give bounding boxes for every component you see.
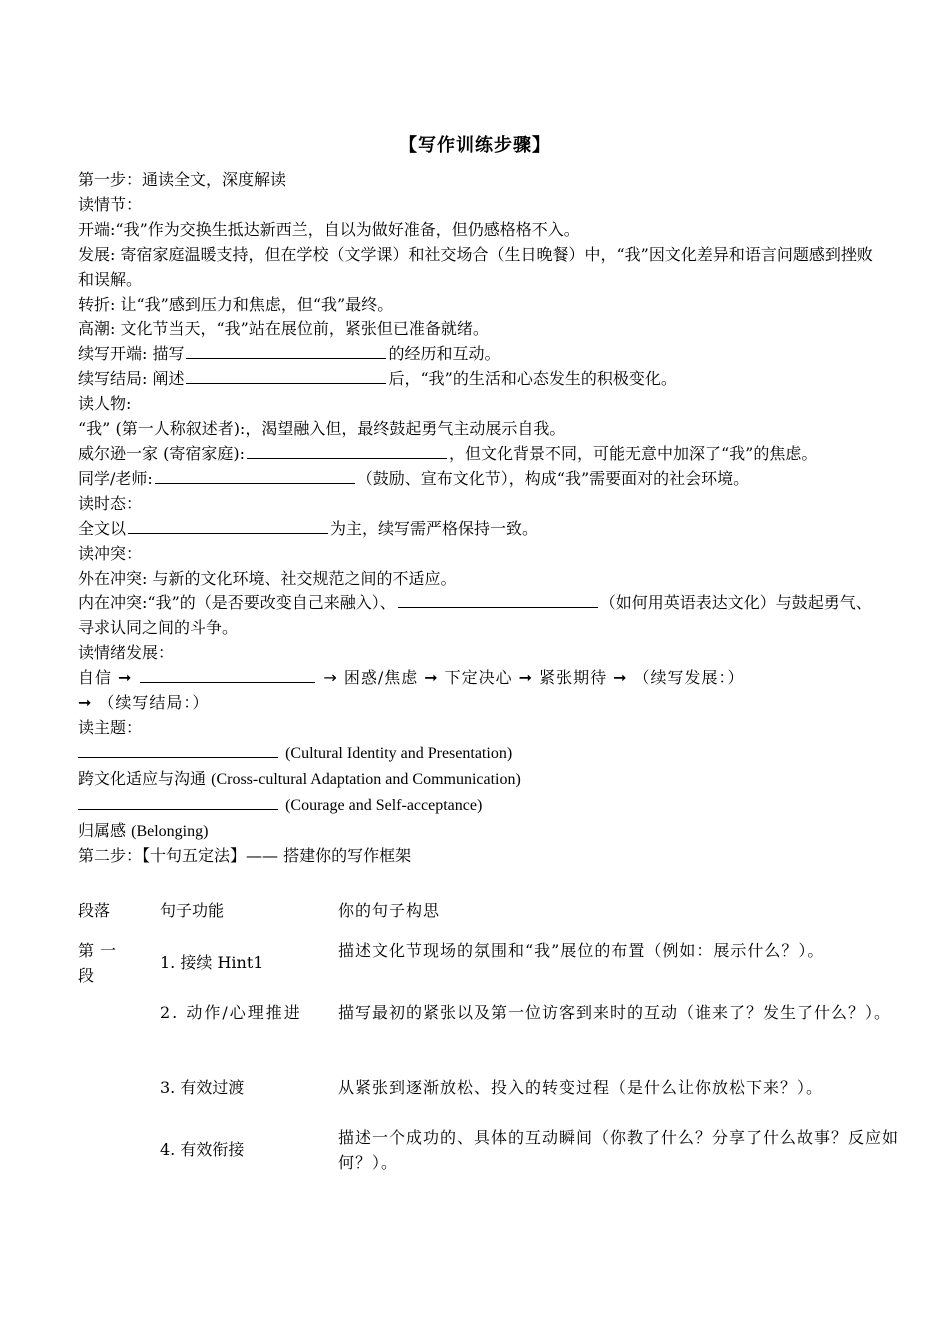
row-function: 1. 接续 Hint1 [160, 953, 264, 972]
emotion-continuation-end: （续写结局：） [98, 693, 210, 713]
table-row [78, 938, 902, 1000]
conflict-internal-label: 内在冲突:“我”的（是否要改变自己来融入）、 [78, 593, 396, 613]
fill-blank[interactable] [78, 742, 278, 758]
emotion-confident: 自信 [78, 668, 113, 688]
row-function: 3. 有效过渡 [160, 1078, 245, 1097]
theme-adaptation [78, 767, 880, 793]
row-paragraph [78, 1075, 160, 1125]
character-me: “我” (第一人称叙述者):，渴望融入但，最终鼓起勇气主动展示自我。 [78, 419, 566, 439]
table-row [78, 1125, 902, 1185]
row-idea: 描述一个成功的、具体的互动瞬间（你教了什么？分享了什么故事？反应如何？）。 [338, 1128, 900, 1172]
tense-line [78, 517, 880, 542]
step2-heading: 第二步：【十句五定法】—— 搭建你的写作框架 [78, 846, 412, 866]
analysis-section [78, 168, 880, 869]
conflict-internal-tail: （如何用英语表达文化）与鼓起勇气、寻求认同之间的斗争。 [78, 593, 872, 638]
character-classmates-tail: （鼓励、宣布文化节），构成“我”需要面对的社会环境。 [356, 468, 750, 488]
row-paragraph [78, 1125, 160, 1185]
row-paragraph [78, 1000, 160, 1075]
table-row [78, 1075, 902, 1125]
row-paragraph: 第一段 [78, 941, 123, 985]
step1-heading: 第一步：通读全文，深度解读 [78, 170, 287, 189]
fill-blank[interactable] [186, 368, 386, 384]
conflict-internal [78, 591, 880, 641]
row-function: 2. 动作/心理推进 [160, 1003, 302, 1022]
emotion-confused: 困惑/焦虑 [343, 668, 419, 688]
theme-courage [78, 793, 880, 819]
continuation-opening [78, 342, 880, 367]
theme-identity [78, 741, 880, 767]
character-family [78, 442, 880, 467]
continuation-ending-tail: 后，“我”的生活和心态发生的积极变化。 [388, 369, 677, 389]
arrow-icon: ➞ [118, 668, 133, 688]
header-idea: 你的句子构思 [338, 901, 441, 920]
fill-blank[interactable] [128, 518, 328, 534]
emotion-flow [78, 666, 880, 716]
plot-development: 发展: 寄宿家庭温暖支持，但在学校（文学课）和社交场合（生日晚餐）中，“我”因文化差异和语言问题感到挫败和误解。 [78, 244, 873, 289]
continuation-opening-label: 续写开端: 描写 [78, 344, 185, 364]
tense-tail: 为主，续写需严格保持一致。 [330, 518, 539, 538]
character-family-tail: ，但文化背景不同，可能无意中加深了“我”的焦虑。 [448, 443, 818, 463]
tense-heading: 读时态： [78, 493, 143, 513]
character-classmates-label: 同学/老师: [78, 468, 153, 488]
emotion-continuation-dev: （续写发展：） [633, 668, 745, 688]
fill-blank[interactable] [186, 343, 386, 359]
row-idea: 从紧张到逐渐放松、投入的转变过程（是什么让你放松下来？）。 [338, 1078, 824, 1097]
plot-turn: 转折: 让“我”感到压力和焦虑，但“我”最终。 [78, 294, 394, 314]
page-title: 【写作训练步骤】 [399, 135, 551, 156]
arrow-icon: → [323, 668, 338, 688]
character-family-label: 威尔逊一家 (寄宿家庭): [78, 443, 245, 463]
header-function: 句子功能 [160, 901, 225, 920]
plot-heading: 读情节： [78, 194, 143, 214]
theme-identity-text: (Cultural Identity and Presentation) [285, 744, 513, 762]
theme-heading: 读主题： [78, 717, 143, 737]
tense-label: 全文以 [78, 518, 127, 538]
character-heading: 读人物: [78, 394, 132, 414]
row-idea: 描写最初的紧张以及第一位访客到来时的互动（谁来了？发生了什么？）。 [338, 1003, 892, 1022]
arrow-icon: ➞ [613, 668, 628, 688]
plot-opening: 开端:“我”作为交换生抵达新西兰，自以为做好准备，但仍感格格不入。 [78, 219, 580, 239]
row-idea: 描述文化节现场的氛围和“我”展位的布置（例如：展示什么？）。 [338, 941, 825, 960]
plot-climax: 高潮: 文化节当天，“我”站在展位前，紧张但已准备就绪。 [78, 319, 489, 339]
conflict-heading: 读冲突： [78, 543, 143, 563]
emotion-heading: 读情绪发展： [78, 643, 175, 663]
theme-adaptation-en: (Cross-cultural Adaptation and Communication) [211, 770, 521, 788]
fill-blank[interactable] [155, 468, 355, 484]
emotion-expectant: 紧张期待 [539, 668, 608, 688]
framework-table [78, 898, 902, 1185]
theme-courage-text: (Courage and Self-acceptance) [285, 796, 483, 814]
theme-belonging [78, 819, 880, 845]
header-paragraph: 段落 [78, 901, 111, 920]
continuation-ending [78, 367, 880, 392]
theme-adaptation-cn: 跨文化适应与沟通 [78, 768, 207, 788]
table-row [78, 1000, 902, 1075]
conflict-external: 外在冲突: 与新的文化环境、社交规范之间的不适应。 [78, 568, 457, 588]
arrow-icon: ➞ [78, 693, 93, 713]
fill-blank[interactable] [140, 667, 315, 683]
continuation-opening-tail: 的经历和互动。 [388, 344, 501, 364]
emotion-determined: 下定决心 [444, 668, 513, 688]
theme-belonging-cn: 归属感 [78, 820, 127, 840]
continuation-ending-label: 续写结局: 阐述 [78, 369, 185, 389]
character-classmates [78, 467, 880, 492]
theme-belonging-en: (Belonging) [131, 822, 209, 840]
arrow-icon: ➞ [518, 668, 534, 688]
fill-blank[interactable] [247, 443, 447, 459]
fill-blank[interactable] [78, 794, 278, 810]
row-function: 4. 有效衔接 [160, 1140, 245, 1159]
table-header-row [78, 898, 902, 938]
fill-blank[interactable] [398, 592, 598, 608]
arrow-icon: ➞ [424, 668, 439, 688]
